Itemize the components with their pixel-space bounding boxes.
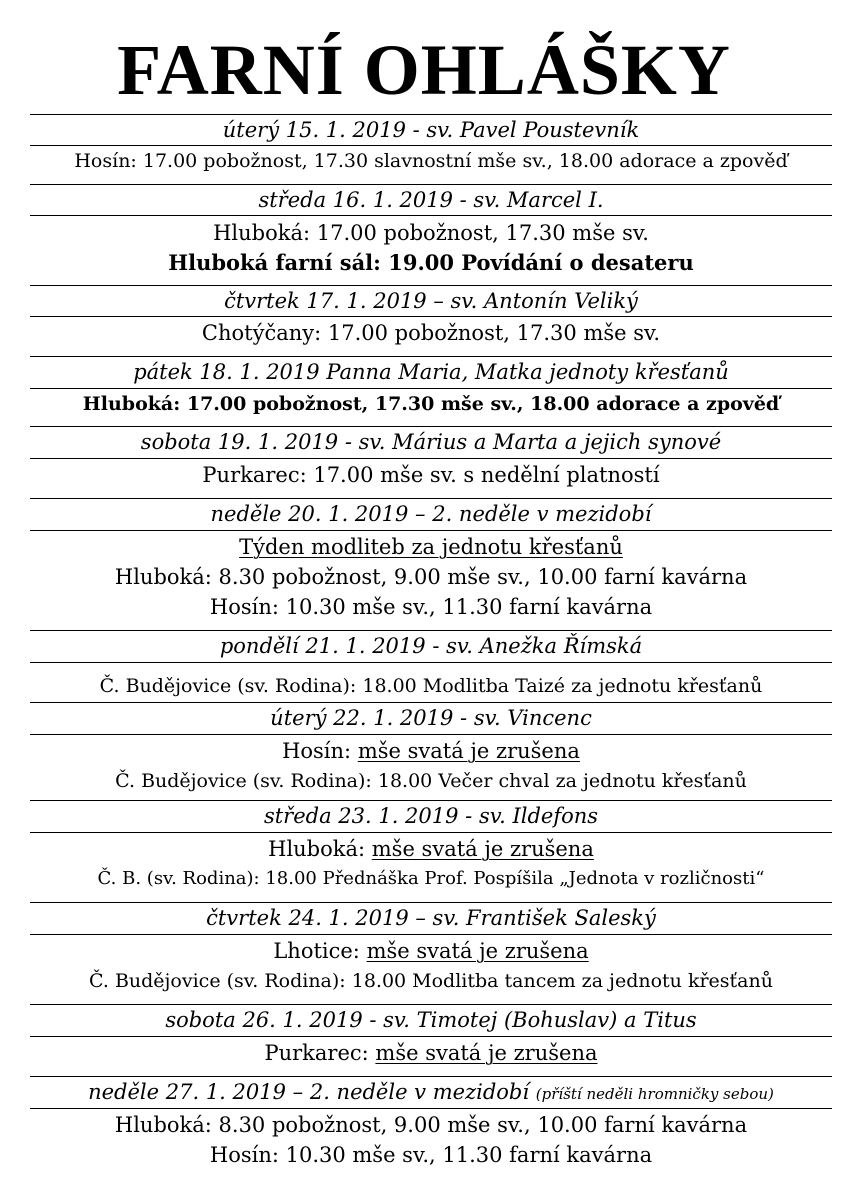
day-header-text: neděle 27. 1. 2019 – 2. neděle v mezidobí [88,1080,530,1104]
day-header-note: (příští neděli hromničky sebou) [535,1085,774,1103]
day-line: Hluboká farní sál: 19.00 Povídání o desateru [168,250,694,275]
day-line: Hosín: 10.30 mše sv., 11.30 farní kavárna [209,595,653,619]
day-line-prefix: Hluboká: [268,837,372,861]
day-line: Č. B. (sv. Rodina): 18.00 Přednáška Prof. Pospíšila „Jednota v rozličnosti“ [97,868,765,889]
day-header [30,1077,832,1107]
divider [30,934,832,935]
announcements [30,0,832,1200]
day-line-prefix: Hosín: [282,739,358,763]
day-line [30,736,832,766]
day-line: Č. Budějovice (sv. Rodina): 18.00 Večer chval za jednotu křesťanů [115,770,747,792]
day-line: Chotýčany: 17.00 pobožnost, 17.30 mše sv. [201,321,661,345]
divider [30,530,832,531]
day-line: Č. Budějovice (sv. Rodina): 18.00 Modlitba Taizé za jednotu křesťanů [99,675,763,697]
divider [30,215,832,216]
page-title: FARNÍ OHLÁŠKY [117,30,731,110]
day-header: středa 23. 1. 2019 - sv. Ildefons [263,804,599,828]
day-line: Hluboká: 17.00 pobožnost, 17.30 mše sv. [213,221,649,245]
day-line: Č. Budějovice (sv. Rodina): 18.00 Modlitba tancem za jednotu křesťanů [89,970,773,992]
day-line: Hluboká: 8.30 pobožnost, 9.00 mše sv., 10.00 farní kavárna [114,565,748,589]
day-line: Hluboká: 17.00 pobožnost, 17.30 mše sv., 18.00 adorace a zpověď [82,393,780,415]
day-header: sobota 26. 1. 2019 - sv. Timotej (Bohuslav) a Titus [165,1008,697,1032]
day-header: čtvrtek 17. 1. 2019 – sv. Antonín Veliký [224,289,638,313]
day-line: Hosín: 10.30 mše sv., 11.30 farní kavárna [209,1143,653,1167]
day-line [30,834,832,864]
day-header: čtvrtek 24. 1. 2019 – sv. František Saleský [206,906,656,930]
divider [30,662,832,663]
day-line: Hluboká: 8.30 pobožnost, 9.00 mše sv., 10.00 farní kavárna [114,1113,748,1137]
day-line: Purkarec: 17.00 mše sv. s nedělní platností [202,463,660,487]
cancelled-note: mše svatá je zrušena [375,1041,598,1065]
divider [30,734,832,735]
day-line [30,936,832,966]
day-header: středa 16. 1. 2019 - sv. Marcel I. [258,188,604,212]
day-header: sobota 19. 1. 2019 - sv. Márius a Marta a jejich synové [140,430,722,454]
day-header: pondělí 21. 1. 2019 - sv. Anežka Římská [219,634,643,658]
day-line-prefix: Purkarec: [264,1041,376,1065]
divider [30,316,832,317]
cancelled-note: mše svatá je zrušena [366,939,589,963]
day-header: pátek 18. 1. 2019 Panna Maria, Matka jednoty křesťanů [133,360,729,384]
divider [30,1036,832,1037]
day-header: úterý 22. 1. 2019 - sv. Vincenc [270,706,592,730]
cancelled-note: mše svatá je zrušena [357,739,580,763]
day-line: Hosín: 17.00 pobožnost, 17.30 slavnostní mše sv., 18.00 adorace a zpověď [74,150,788,172]
divider [30,1108,832,1109]
day-line-prefix: Lhotice: [273,939,367,963]
day-line: Týden modliteb za jednotu křesťanů [239,535,623,559]
cancelled-note: mše svatá je zrušena [371,837,594,861]
day-header: neděle 20. 1. 2019 – 2. neděle v mezidobí [210,502,652,526]
day-header: úterý 15. 1. 2019 - sv. Pavel Poustevník [222,118,640,142]
divider [30,832,832,833]
divider [30,458,832,459]
day-line [30,1038,832,1068]
